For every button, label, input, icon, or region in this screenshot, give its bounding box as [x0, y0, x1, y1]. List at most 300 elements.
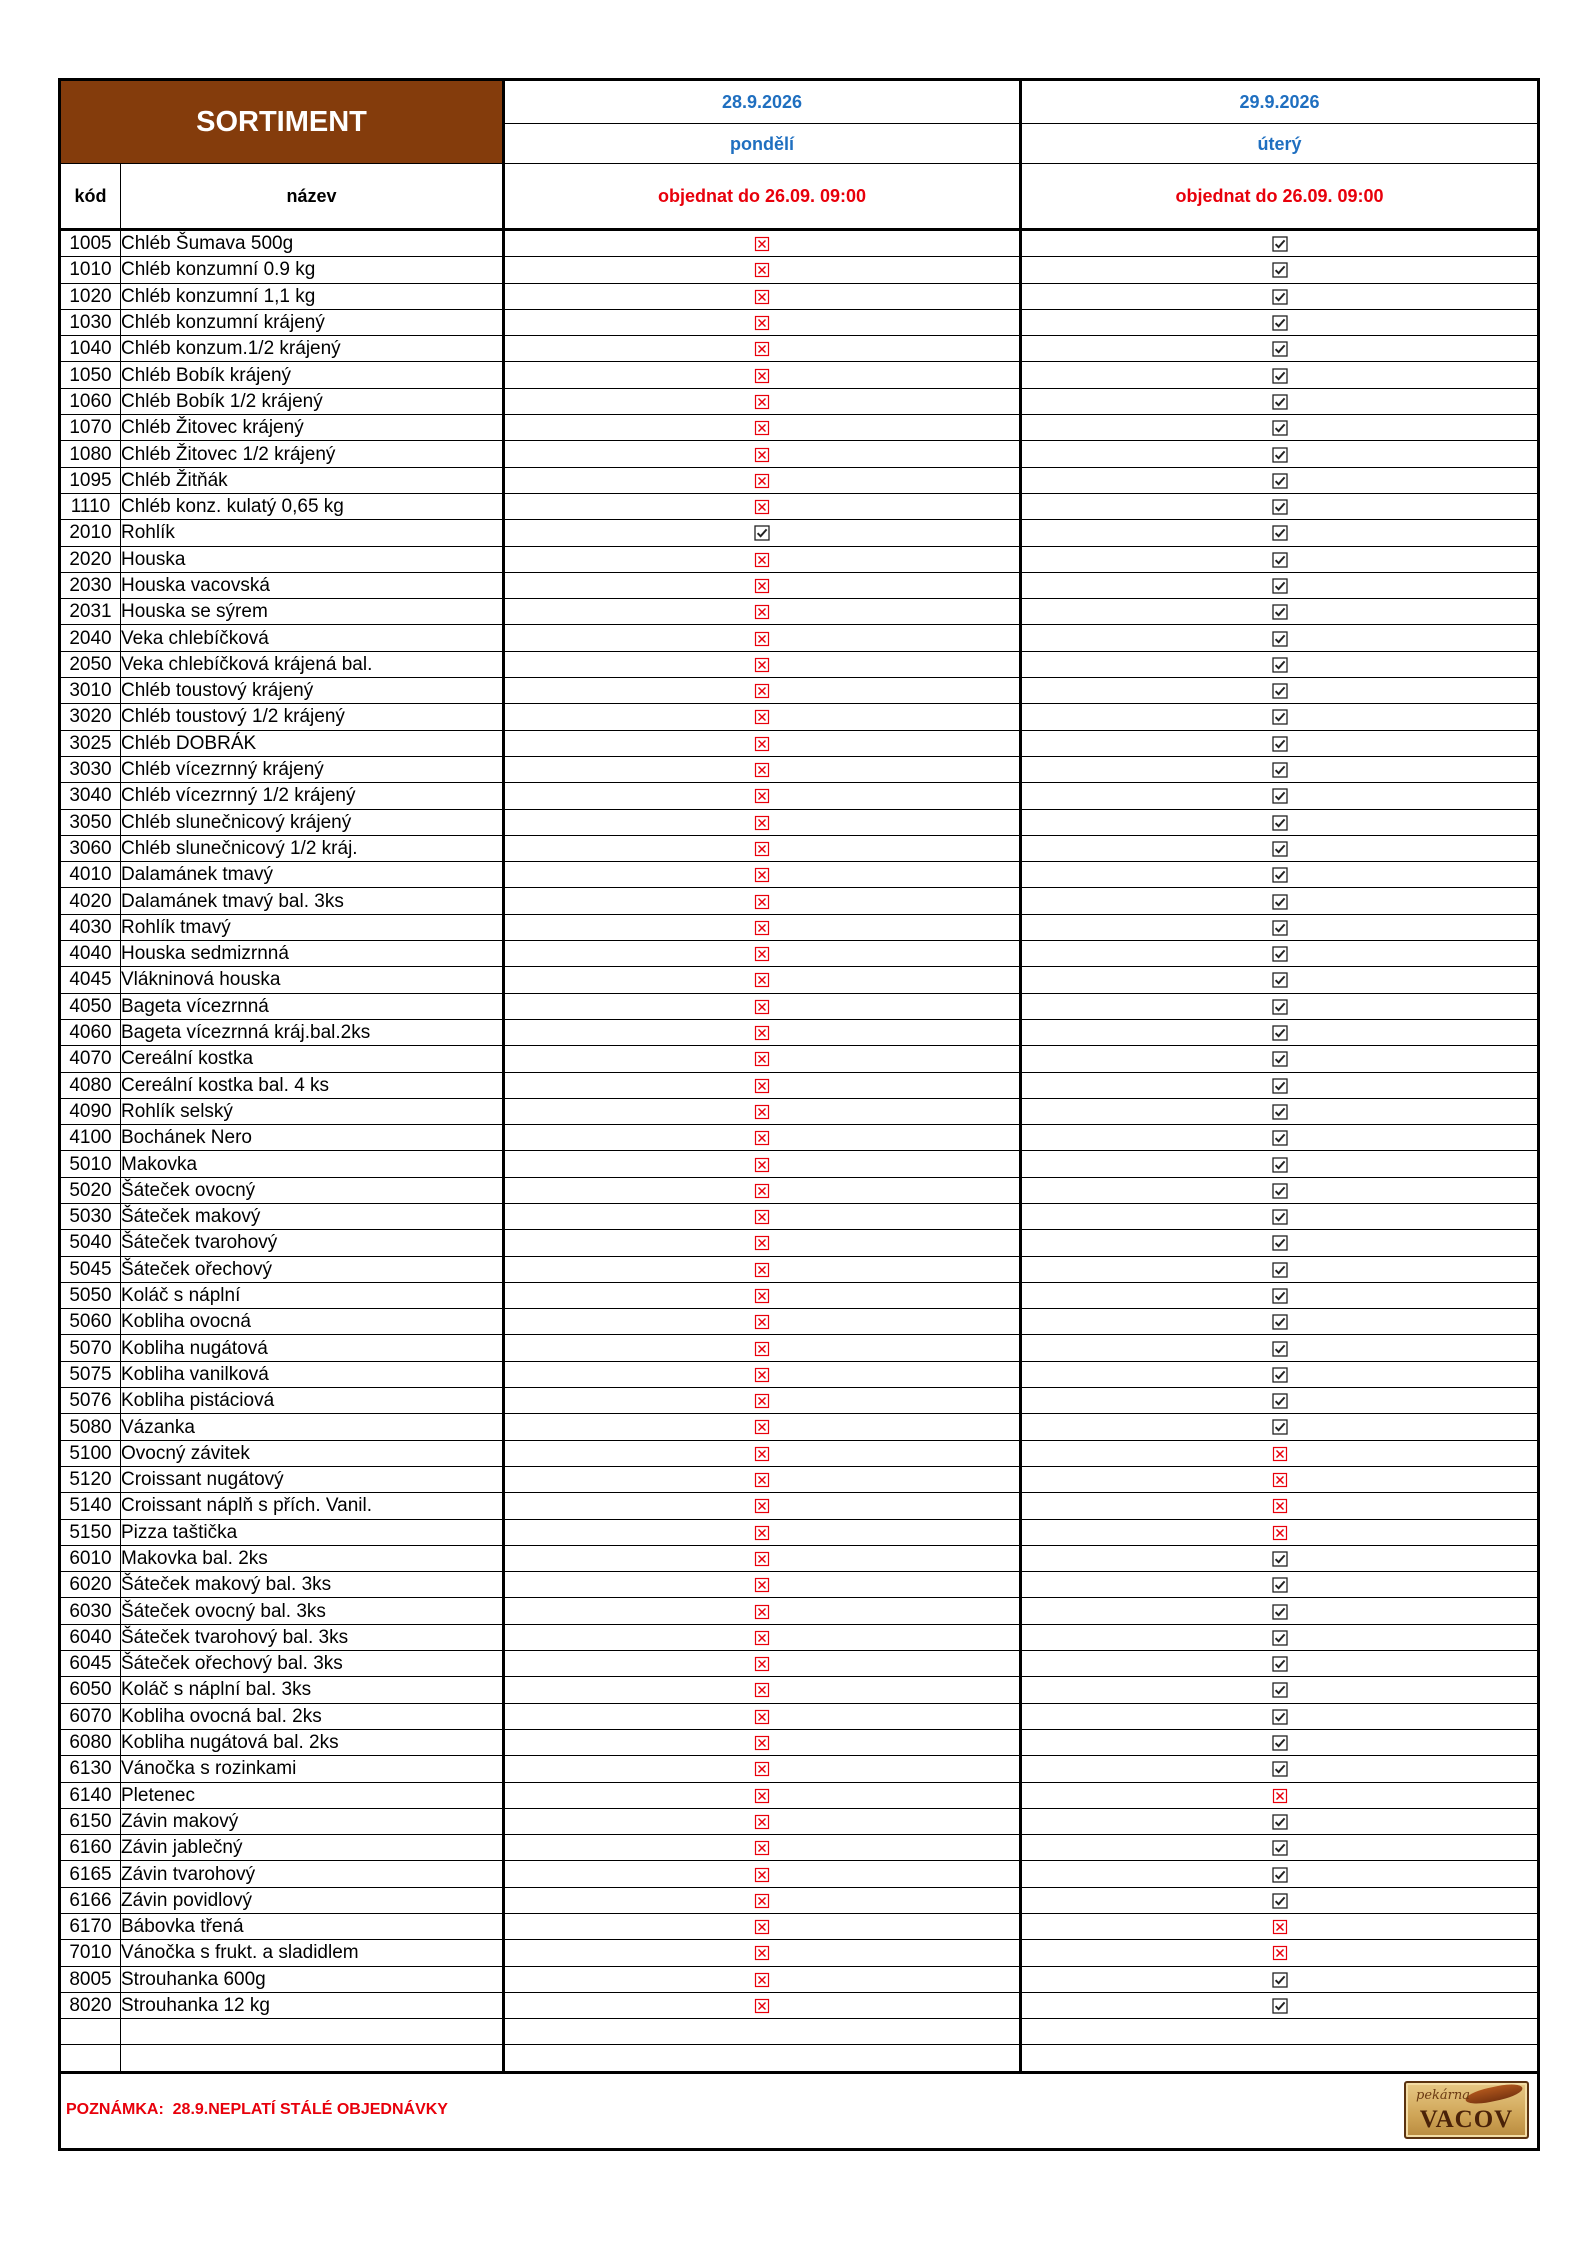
day1-status-cell	[504, 1125, 1021, 1151]
crossed-box-icon	[754, 604, 770, 620]
day2-status-cell	[1021, 756, 1539, 782]
day1-status-cell	[504, 756, 1021, 782]
product-row	[60, 1861, 1539, 1887]
product-code: 6050	[60, 1677, 121, 1703]
product-code: 4070	[60, 1046, 121, 1072]
empty-cell	[504, 2019, 1021, 2045]
product-name: Chléb konzumní 1,1 kg	[121, 283, 504, 309]
product-row	[60, 967, 1539, 993]
product-row	[60, 1729, 1539, 1755]
day1-status-cell	[504, 1256, 1021, 1282]
product-name: Chléb Bobík 1/2 krájený	[121, 388, 504, 414]
day1-status-cell	[504, 520, 1021, 546]
checked-box-icon	[754, 525, 770, 541]
day1-status-cell	[504, 1466, 1021, 1492]
day2-status-cell	[1021, 1782, 1539, 1808]
product-name: Croissant nugátový	[121, 1466, 504, 1492]
product-code: 6150	[60, 1808, 121, 1834]
day1-status-cell	[504, 1388, 1021, 1414]
product-name: Kobliha nugátová bal. 2ks	[121, 1729, 504, 1755]
day2-status-cell	[1021, 625, 1539, 651]
checked-box-icon	[1272, 1314, 1288, 1330]
checked-box-icon	[1272, 631, 1288, 647]
day2-status-cell	[1021, 1414, 1539, 1440]
day2-status-cell	[1021, 1572, 1539, 1598]
product-code: 1070	[60, 415, 121, 441]
day2-status-cell	[1021, 783, 1539, 809]
product-code: 6165	[60, 1861, 121, 1887]
product-name: Bageta vícezrnná kráj.bal.2ks	[121, 1019, 504, 1045]
day1-status-cell	[504, 730, 1021, 756]
product-name: Veka chlebíčková	[121, 625, 504, 651]
product-row	[60, 388, 1539, 414]
product-row	[60, 599, 1539, 625]
day1-status-cell	[504, 1572, 1021, 1598]
empty-cell	[60, 2019, 121, 2045]
day2-status-cell	[1021, 362, 1539, 388]
product-row	[60, 1466, 1539, 1492]
day2-status-cell	[1021, 967, 1539, 993]
day2-status-cell	[1021, 1624, 1539, 1650]
day2-status-cell	[1021, 1756, 1539, 1782]
product-name: Chléb toustový 1/2 krájený	[121, 704, 504, 730]
checked-box-icon	[1272, 1630, 1288, 1646]
day2-order-deadline: objednat do 26.09. 09:00	[1021, 164, 1539, 230]
product-row	[60, 415, 1539, 441]
product-row	[60, 1098, 1539, 1124]
crossed-box-icon	[754, 762, 770, 778]
product-code: 4040	[60, 941, 121, 967]
crossed-box-icon	[754, 631, 770, 647]
day1-status-cell	[504, 1361, 1021, 1387]
crossed-box-icon	[1272, 1945, 1288, 1961]
checked-box-icon	[1272, 657, 1288, 673]
crossed-box-icon	[754, 1577, 770, 1593]
product-name: Houska sedmizrnná	[121, 941, 504, 967]
day2-status-cell	[1021, 888, 1539, 914]
checked-box-icon	[1272, 683, 1288, 699]
product-name: Šáteček ovocný	[121, 1177, 504, 1203]
day1-status-cell	[504, 1519, 1021, 1545]
blank-rows	[60, 2019, 1539, 2150]
crossed-box-icon	[754, 1419, 770, 1435]
product-name: Chléb slunečnicový krájený	[121, 809, 504, 835]
product-name: Chléb DOBRÁK	[121, 730, 504, 756]
day2-status-cell	[1021, 1203, 1539, 1229]
day2-status-cell	[1021, 651, 1539, 677]
product-name: Kobliha pistáciová	[121, 1388, 504, 1414]
crossed-box-icon	[754, 1604, 770, 1620]
crossed-box-icon	[754, 1525, 770, 1541]
day2-status-cell	[1021, 1677, 1539, 1703]
product-row	[60, 1519, 1539, 1545]
crossed-box-icon	[754, 841, 770, 857]
crossed-box-icon	[754, 1472, 770, 1488]
product-name: Rohlík selský	[121, 1098, 504, 1124]
day2-status-cell	[1021, 415, 1539, 441]
checked-box-icon	[1272, 1341, 1288, 1357]
product-code: 5120	[60, 1466, 121, 1492]
checked-box-icon	[1272, 709, 1288, 725]
product-row	[60, 1203, 1539, 1229]
product-row	[60, 1782, 1539, 1808]
product-code: 5060	[60, 1309, 121, 1335]
date-row	[60, 80, 1539, 124]
product-name: Dalamánek tmavý bal. 3ks	[121, 888, 504, 914]
crossed-box-icon	[754, 1551, 770, 1567]
product-row	[60, 546, 1539, 572]
day1-status-cell	[504, 1756, 1021, 1782]
day1-status-cell	[504, 1914, 1021, 1940]
product-code: 6130	[60, 1756, 121, 1782]
crossed-box-icon	[754, 1314, 770, 1330]
product-code: 5100	[60, 1440, 121, 1466]
note-cell	[60, 2072, 1539, 2149]
product-code: 6045	[60, 1651, 121, 1677]
product-name: Bábovka třená	[121, 1914, 504, 1940]
checked-box-icon	[1272, 972, 1288, 988]
crossed-box-icon	[754, 1709, 770, 1725]
day1-status-cell	[504, 1677, 1021, 1703]
product-row	[60, 1703, 1539, 1729]
product-code: 1005	[60, 230, 121, 257]
checked-box-icon	[1272, 999, 1288, 1015]
checked-box-icon	[1272, 894, 1288, 910]
day2-status-cell	[1021, 388, 1539, 414]
day1-status-cell	[504, 1335, 1021, 1361]
product-row	[60, 1282, 1539, 1308]
checked-box-icon	[1272, 394, 1288, 410]
product-row	[60, 283, 1539, 309]
product-name: Šáteček ořechový	[121, 1256, 504, 1282]
product-name: Pletenec	[121, 1782, 504, 1808]
checked-box-icon	[1272, 1078, 1288, 1094]
checked-box-icon	[1272, 1972, 1288, 1988]
product-row	[60, 309, 1539, 335]
day2-status-cell	[1021, 1388, 1539, 1414]
crossed-box-icon	[754, 788, 770, 804]
product-row	[60, 1572, 1539, 1598]
product-row	[60, 1361, 1539, 1387]
product-code: 5050	[60, 1282, 121, 1308]
product-name: Rohlík tmavý	[121, 914, 504, 940]
day2-status-cell	[1021, 1440, 1539, 1466]
empty-cell	[1021, 2019, 1539, 2045]
day1-status-cell	[504, 1966, 1021, 1992]
crossed-box-icon	[754, 1972, 770, 1988]
crossed-box-icon	[754, 1893, 770, 1909]
product-name: Dalamánek tmavý	[121, 862, 504, 888]
day1-status-cell	[504, 1493, 1021, 1519]
day1-status-cell	[504, 888, 1021, 914]
product-name: Makovka bal. 2ks	[121, 1545, 504, 1571]
product-code: 6160	[60, 1835, 121, 1861]
day1-status-cell	[504, 835, 1021, 861]
crossed-box-icon	[754, 683, 770, 699]
day1-status-cell	[504, 783, 1021, 809]
product-name: Chléb Šumava 500g	[121, 230, 504, 257]
empty-row	[60, 2045, 1539, 2072]
day1-status-cell	[504, 993, 1021, 1019]
product-row	[60, 1914, 1539, 1940]
day1-status-cell	[504, 651, 1021, 677]
product-code: 1095	[60, 467, 121, 493]
crossed-box-icon	[754, 1341, 770, 1357]
product-code: 1030	[60, 309, 121, 335]
product-row	[60, 257, 1539, 283]
day2-status-cell	[1021, 1835, 1539, 1861]
product-code: 3025	[60, 730, 121, 756]
crossed-box-icon	[754, 1446, 770, 1462]
day2-status-cell	[1021, 678, 1539, 704]
crossed-box-icon	[754, 1867, 770, 1883]
crossed-box-icon	[1272, 1525, 1288, 1541]
day1-status-cell	[504, 1309, 1021, 1335]
crossed-box-icon	[754, 894, 770, 910]
product-name: Šáteček makový	[121, 1203, 504, 1229]
day1-status-cell	[504, 309, 1021, 335]
product-name: Pizza taštička	[121, 1519, 504, 1545]
product-row	[60, 1019, 1539, 1045]
product-row	[60, 1940, 1539, 1966]
day2-status-cell	[1021, 230, 1539, 257]
day1-status-cell	[504, 336, 1021, 362]
product-row	[60, 1677, 1539, 1703]
product-name: Šáteček makový bal. 3ks	[121, 1572, 504, 1598]
checked-box-icon	[1272, 1814, 1288, 1830]
product-name: Závin makový	[121, 1808, 504, 1834]
crossed-box-icon	[754, 1367, 770, 1383]
checked-box-icon	[1272, 289, 1288, 305]
checked-box-icon	[1272, 1604, 1288, 1620]
day2-status-cell	[1021, 520, 1539, 546]
product-row	[60, 1808, 1539, 1834]
product-name: Šáteček ořechový bal. 3ks	[121, 1651, 504, 1677]
crossed-box-icon	[754, 1157, 770, 1173]
product-code: 5075	[60, 1361, 121, 1387]
product-code: 5020	[60, 1177, 121, 1203]
day2-status-cell	[1021, 1177, 1539, 1203]
product-name: Chléb vícezrnný krájený	[121, 756, 504, 782]
day2-status-cell	[1021, 467, 1539, 493]
product-row	[60, 1256, 1539, 1282]
product-row	[60, 625, 1539, 651]
checked-box-icon	[1272, 815, 1288, 831]
product-code: 4100	[60, 1125, 121, 1151]
checked-box-icon	[1272, 1840, 1288, 1856]
product-name: Kobliha vanilková	[121, 1361, 504, 1387]
note-row	[60, 2072, 1539, 2149]
logo-tagline: pekárna	[1416, 2087, 1470, 2103]
crossed-box-icon	[754, 262, 770, 278]
crossed-box-icon	[754, 289, 770, 305]
product-row	[60, 1651, 1539, 1677]
product-code: 8005	[60, 1966, 121, 1992]
product-code: 3050	[60, 809, 121, 835]
checked-box-icon	[1272, 315, 1288, 331]
checked-box-icon	[1272, 1130, 1288, 1146]
checked-box-icon	[1272, 420, 1288, 436]
day2-status-cell	[1021, 1966, 1539, 1992]
day2-status-cell	[1021, 941, 1539, 967]
product-code: 2050	[60, 651, 121, 677]
product-code: 5010	[60, 1151, 121, 1177]
bread-roll-icon	[1464, 2081, 1524, 2107]
product-code: 6140	[60, 1782, 121, 1808]
column-header-code: kód	[60, 164, 121, 230]
product-code: 6010	[60, 1545, 121, 1571]
product-row	[60, 1440, 1539, 1466]
day1-status-cell	[504, 704, 1021, 730]
product-name: Veka chlebíčková krájená bal.	[121, 651, 504, 677]
logo-brand: VACOV	[1419, 2105, 1514, 2133]
empty-cell	[60, 2045, 121, 2072]
day1-status-cell	[504, 1440, 1021, 1466]
day1-status-cell	[504, 625, 1021, 651]
product-code: 5076	[60, 1388, 121, 1414]
product-row	[60, 1756, 1539, 1782]
product-row	[60, 520, 1539, 546]
day2-status-cell	[1021, 1335, 1539, 1361]
day1-status-cell	[504, 678, 1021, 704]
checked-box-icon	[1272, 841, 1288, 857]
day1-status-cell	[504, 1861, 1021, 1887]
product-name: Chléb konzumní 0.9 kg	[121, 257, 504, 283]
day2-status-cell	[1021, 1230, 1539, 1256]
day2-status-cell	[1021, 1256, 1539, 1282]
day2-status-cell	[1021, 1125, 1539, 1151]
product-row	[60, 1177, 1539, 1203]
day1-weekday: pondělí	[504, 124, 1021, 164]
product-row	[60, 835, 1539, 861]
product-name: Chléb Bobík krájený	[121, 362, 504, 388]
day2-status-cell	[1021, 1361, 1539, 1387]
day2-status-cell	[1021, 809, 1539, 835]
product-code: 4060	[60, 1019, 121, 1045]
crossed-box-icon	[754, 709, 770, 725]
product-row	[60, 362, 1539, 388]
product-name: Chléb konzum.1/2 krájený	[121, 336, 504, 362]
product-row	[60, 1887, 1539, 1913]
crossed-box-icon	[754, 1945, 770, 1961]
day1-status-cell	[504, 1887, 1021, 1913]
day2-status-cell	[1021, 283, 1539, 309]
checked-box-icon	[1272, 499, 1288, 515]
day1-status-cell	[504, 1808, 1021, 1834]
checked-box-icon	[1272, 262, 1288, 278]
day2-status-cell	[1021, 1282, 1539, 1308]
crossed-box-icon	[754, 368, 770, 384]
day1-status-cell	[504, 1177, 1021, 1203]
product-code: 1080	[60, 441, 121, 467]
product-code: 1050	[60, 362, 121, 388]
product-name: Šáteček tvarohový bal. 3ks	[121, 1624, 504, 1650]
product-code: 5080	[60, 1414, 121, 1440]
checked-box-icon	[1272, 920, 1288, 936]
checked-box-icon	[1272, 1867, 1288, 1883]
crossed-box-icon	[754, 999, 770, 1015]
day2-weekday: úterý	[1021, 124, 1539, 164]
product-row	[60, 1966, 1539, 1992]
crossed-box-icon	[754, 1183, 770, 1199]
product-row	[60, 1624, 1539, 1650]
checked-box-icon	[1272, 1209, 1288, 1225]
day2-date: 29.9.2026	[1021, 80, 1539, 124]
day2-status-cell	[1021, 1651, 1539, 1677]
product-row	[60, 336, 1539, 362]
product-code: 5030	[60, 1203, 121, 1229]
checked-box-icon	[1272, 604, 1288, 620]
day1-status-cell	[504, 493, 1021, 519]
day2-status-cell	[1021, 862, 1539, 888]
day1-status-cell	[504, 1545, 1021, 1571]
product-name: Vázanka	[121, 1414, 504, 1440]
product-code: 2031	[60, 599, 121, 625]
sheet-header	[60, 80, 1539, 230]
product-name: Chléb Žitovec krájený	[121, 415, 504, 441]
product-code: 6070	[60, 1703, 121, 1729]
day2-status-cell	[1021, 1914, 1539, 1940]
product-code: 8020	[60, 1992, 121, 2018]
crossed-box-icon	[1272, 1498, 1288, 1514]
product-name: Bageta vícezrnná	[121, 993, 504, 1019]
product-name: Chléb Žitňák	[121, 467, 504, 493]
day2-status-cell	[1021, 1598, 1539, 1624]
product-name: Chléb toustový krájený	[121, 678, 504, 704]
product-code: 4050	[60, 993, 121, 1019]
product-row	[60, 862, 1539, 888]
product-code: 5070	[60, 1335, 121, 1361]
day1-status-cell	[504, 967, 1021, 993]
product-code: 1040	[60, 336, 121, 362]
checked-box-icon	[1272, 1998, 1288, 2014]
product-name: Cereální kostka	[121, 1046, 504, 1072]
crossed-box-icon	[754, 1630, 770, 1646]
crossed-box-icon	[754, 920, 770, 936]
product-name: Houska se sýrem	[121, 599, 504, 625]
day2-status-cell	[1021, 1019, 1539, 1045]
product-code: 2020	[60, 546, 121, 572]
product-name: Vlákninová houska	[121, 967, 504, 993]
crossed-box-icon	[754, 578, 770, 594]
product-row	[60, 1335, 1539, 1361]
product-code: 4090	[60, 1098, 121, 1124]
day1-status-cell	[504, 1624, 1021, 1650]
day1-status-cell	[504, 809, 1021, 835]
product-name: Houska vacovská	[121, 572, 504, 598]
crossed-box-icon	[754, 657, 770, 673]
checked-box-icon	[1272, 1551, 1288, 1567]
checked-box-icon	[1272, 946, 1288, 962]
product-row	[60, 467, 1539, 493]
day1-status-cell	[504, 1835, 1021, 1861]
day2-status-cell	[1021, 914, 1539, 940]
day1-status-cell	[504, 257, 1021, 283]
day2-status-cell	[1021, 993, 1539, 1019]
day2-status-cell	[1021, 336, 1539, 362]
day1-status-cell	[504, 1414, 1021, 1440]
product-name: Vánočka s rozinkami	[121, 1756, 504, 1782]
day2-status-cell	[1021, 599, 1539, 625]
product-code: 4080	[60, 1072, 121, 1098]
day1-status-cell	[504, 1940, 1021, 1966]
checked-box-icon	[1272, 525, 1288, 541]
day2-status-cell	[1021, 257, 1539, 283]
day2-status-cell	[1021, 1493, 1539, 1519]
product-row	[60, 651, 1539, 677]
checked-box-icon	[1272, 1577, 1288, 1593]
product-row	[60, 783, 1539, 809]
